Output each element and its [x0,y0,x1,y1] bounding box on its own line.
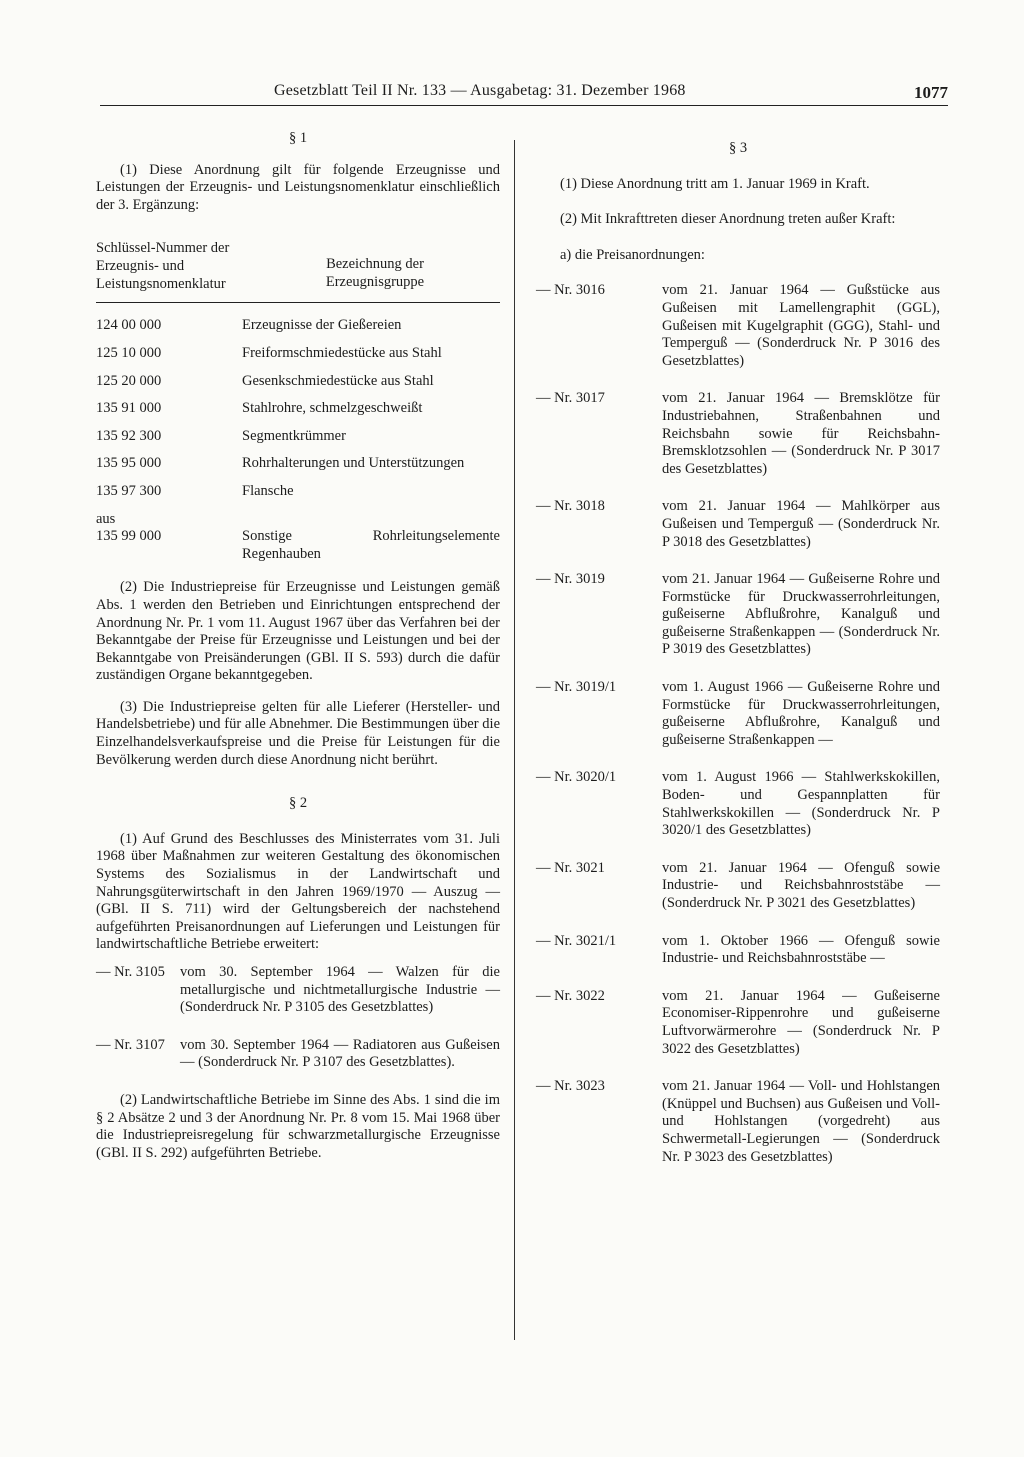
header-rule [100,105,948,106]
table-row [96,428,500,446]
entry-ref: — Nr. 3017 [536,390,605,407]
list-item [536,988,940,1058]
table-cell-code: 135 91 000 [96,400,162,417]
table-row [96,345,500,363]
entry-text: vom 1. August 1966 — Stahlwerkskokillen, Boden- und Gespannplatten für Stahlwerkskokillen — (Sonderdruck Nr. P 3020/1 des Gesetzblattes) [662,769,940,839]
section-1-heading: § 1 [288,130,308,146]
table-cell-aus: aus [96,510,116,527]
entry-text: vom 30. September 1964 — Radiatoren aus Gußeisen — (Sonderdruck Nr. P 3107 des Gesetzblattes). [180,1036,500,1071]
table-cell-name: Flansche [242,482,294,499]
s1-paragraph-1: (1) Diese Anordnung gilt für folgende Erzeugnisse und Leistungen der Erzeugnis- und Leistungsnomenklatur einschließlich der 3. Ergänzung: [96,161,500,213]
table-row-aus [96,511,500,529]
list-item [536,860,940,913]
s1-paragraph-2: (2) Die Industriepreise für Erzeugnisse und Leistungen gemäß Abs. 1 werden den Betrieben und Einrichtungen entsprechend der Anordnung Nr. Pr. 1 vom 11. August 1967 über das Verfahren bei der Bekanntgabe der Preise für Erzeugnisse und Leistungen und bei der Bekanntgabe von Preisänderungen (GBl. II S. 593) durch die dafür zuständigen Organe bekanntgegeben. [96,579,500,684]
entry-text: vom 21. Januar 1964 — Gußstücke aus Gußeisen mit Lamellengraphit (GGL), Gußeisen mit Kugelgraphit (GGG), Stahl- und Temperguß — (Sonderdruck Nr. P 3016 des Gesetzblattes) [662,282,940,369]
table-cell-name: Stahlrohre, schmelzgeschweißt [242,400,423,417]
table-cell-code: 135 97 300 [96,482,162,499]
table-col-key-header: Schlüssel-Nummer der Erzeugnis- und Leistungsnomenklatur [96,240,230,292]
entry-ref: — Nr. 3022 [536,987,605,1004]
entry-text: vom 21. Januar 1964 — Mahlkörper aus Gußeisen und Temperguß — (Sonderdruck Nr. P 3018 des Gesetzblattes) [662,498,940,550]
list-item [536,769,940,839]
table-cell-code: 125 20 000 [96,372,162,389]
table-row [96,400,500,418]
s2-paragraph-2: (2) Landwirtschaftliche Betriebe im Sinne des Abs. 1 sind die im § 2 Absätze 2 und 3 der Anordnung Nr. Pr. 8 vom 15. Mai 1968 über die Industriepreisregelung für schwarzmetallurgische Erzeugnisse (GBl. II S. 292) aufgeführten Betriebe. [96,1091,500,1161]
entry-ref: — Nr. 3021/1 [536,932,617,949]
table-cell-code: 125 10 000 [96,344,162,361]
entry-text: vom 21. Januar 1964 — Ofenguß sowie Industrie- und Reichsbahnroststäbe — (Sonderdruck Nr. P 3021 des Gesetzblattes) [662,859,940,911]
table-col-name-header: Bezeichnung der Erzeugnisgruppe [325,256,425,290]
table-cell-code: 135 92 300 [96,427,162,444]
table-cell-name: Freiformschmiedestücke aus Stahl [242,344,442,361]
entry-text: vom 21. Januar 1964 — Voll- und Hohlstangen (Knüppel und Buchsen) aus Gußeisen und Voll- und Hohlstangen (vorgedreht) aus Schwermetall-Legierungen — (Sonderdruck Nr. P 3023 des Gesetzblattes) [662,1078,940,1165]
s2-paragraph-1: (1) Auf Grund des Beschlusses des Ministerrates vom 31. Juli 1968 über Maßnahmen zur weiteren Gestaltung des ökonomischen Systems des Sozialismus in der Landwirtschaft und Nahrungsgüterwirtschaft in den Jahren 1969/1970 — Auszug — (GBl. II S. 711) wird der Geltungsbereich der nachstehend aufgeführten Preisanordnungen auf Lieferungen und Leistungen für landwirtschaftliche Betriebe erweitert: [96,830,500,953]
s1-paragraph-3: (3) Die Industriepreise gelten für alle Lieferer (Hersteller- und Handelsbetriebe) und für alle Abnehmer. Die Bestimmungen über die Einzelhandelsverkaufspreise und die Preise für Leistungen für die Bevölkerung werden durch diese Anordnung nicht berührt. [96,698,500,768]
right-column [536,140,940,1186]
table-row [96,373,500,391]
s3-paragraph-1: (1) Diese Anordnung tritt am 1. Januar 1969 in Kraft. [560,175,870,192]
entry-text: vom 30. September 1964 — Walzen für die metallurgische und nichtmetallurgische Industrie — (Sonderdruck Nr. P 3105 des Gesetzblattes) [180,964,500,1016]
page-number: 1077 [914,83,948,102]
list-item [536,498,940,551]
list-item [536,282,940,370]
entry-text: vom 1. Oktober 1966 — Ofenguß sowie Industrie- und Reichsbahnroststäbe — [662,932,940,967]
entry-ref: — Nr. 3107 [96,1036,165,1053]
table-cell-code: 135 99 000 [96,528,162,545]
entry-text: vom 21. Januar 1964 — Bremsklötze für Industriebahnen, Straßenbahnen und Reichsbahn sowie für Reichsbahn-Bremsklotzsohlen — (Sonderdruck Nr. P 3017 des Gesetzblattes) [662,390,940,477]
column-divider [514,140,515,1340]
list-item [536,1078,940,1166]
table-cell-code: 135 95 000 [96,455,162,472]
section-2-heading: § 2 [288,795,308,812]
table-row [96,455,500,473]
entry-text: vom 21. Januar 1964 — Gußeiserne Rohre und Formstücke für Druckwasserrohrleitungen, gußeiserne Abflußrohre, Kanalguß und gußeiserne Straßenkappen — (Sonderdruck Nr. P 3019 des Gesetzblattes) [662,571,940,658]
entry-ref: — Nr. 3105 [96,964,165,980]
entry-ref: — Nr. 3021 [536,859,605,876]
s3-subsection-a: a) die Preisanordnungen: [560,246,705,263]
entry-text: vom 1. August 1966 — Gußeiserne Rohre und Formstücke für Druckwasserrohrleitungen, gußeiserne Abflußrohre, Kanalguß und gußeiserne Straßenkappen — [662,679,940,748]
list-item [96,964,500,1017]
entry-ref: — Nr. 3018 [536,498,605,515]
list-item [536,679,940,749]
header-title: Gesetzblatt Teil II Nr. 133 — Ausgabetag: 31. Dezember 1968 [274,82,686,99]
entry-ref: — Nr. 3023 [536,1078,605,1095]
s3-paragraph-2: (2) Mit Inkrafttreten dieser Anordnung treten außer Kraft: [560,211,896,228]
table-cell-name: Rohrhalterungen und Unterstützungen [242,455,465,472]
entry-ref: — Nr. 3020/1 [536,769,617,786]
list-item [536,933,940,968]
list-item [96,1037,500,1072]
table-row [96,483,500,501]
table-cell-name: Gesenkschmiedestücke aus Stahl [242,372,434,389]
table-cell-code: 124 00 000 [96,317,162,334]
section-3-heading: § 3 [728,140,748,156]
entry-ref: — Nr. 3016 [536,282,605,299]
list-item [536,571,940,659]
entry-ref: — Nr. 3019 [536,571,605,588]
entry-ref: — Nr. 3019/1 [536,679,617,696]
table-cell-name: Segmentkrümmer [242,427,346,444]
list-item [536,390,940,478]
left-column [96,130,500,1162]
table-rule [96,302,500,303]
table-row [96,528,500,563]
entry-text: vom 21. Januar 1964 — Gußeiserne Economiser-Rippenrohre und gußeiserne Luftvorwärmerohre — (Sonderdruck Nr. P 3022 des Gesetzblattes) [662,987,940,1057]
table-cell-name: Sonstige Rohrleitungselemente Regenhauben [242,528,500,562]
table-header [96,240,500,292]
table-cell-name: Erzeugnisse der Gießereien [242,317,402,334]
table-row [96,317,500,335]
